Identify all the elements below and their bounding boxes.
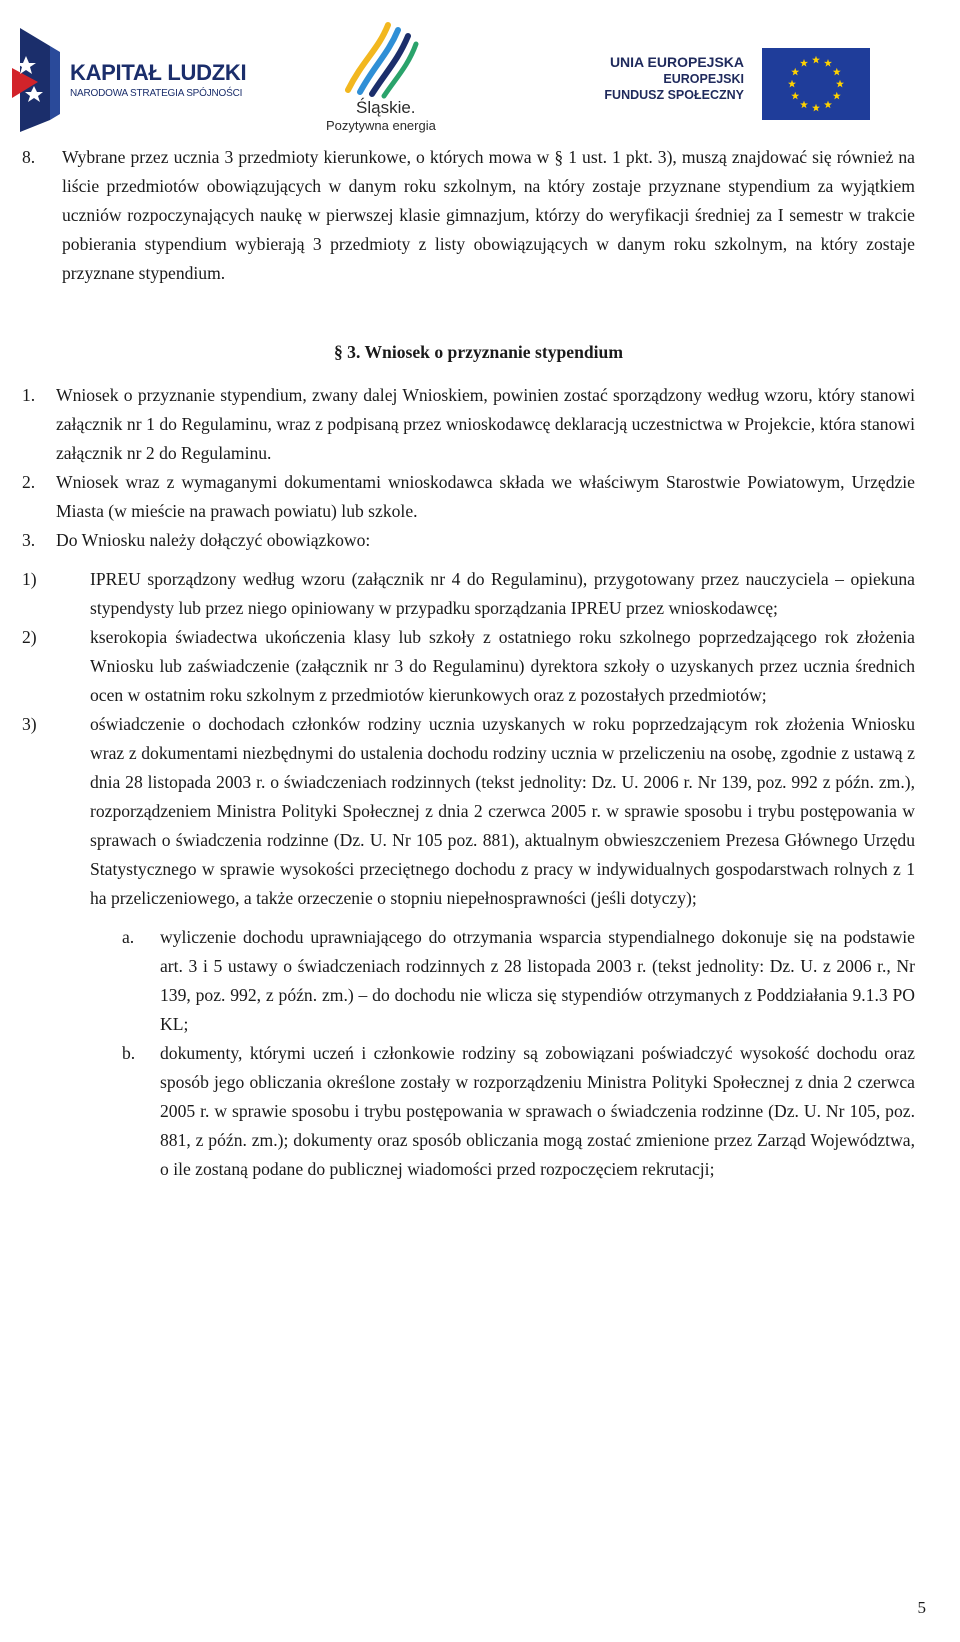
eu-star-icon xyxy=(833,92,841,100)
point-8 xyxy=(22,143,915,288)
eu-star-icon xyxy=(788,80,796,88)
eu-star-icon xyxy=(836,80,844,88)
subitem-number: 1) xyxy=(22,569,37,589)
list-item xyxy=(22,710,915,913)
required-documents-list xyxy=(22,565,915,913)
eu-star-icon xyxy=(824,59,832,67)
slaskie-waves-icon xyxy=(338,20,428,100)
section-heading: § 3. Wniosek o przyznanie stypendium xyxy=(333,342,624,362)
eu-flag-icon xyxy=(762,48,870,120)
subitem-text: oświadczenie o dochodach członków rodziny ucznia uzyskanych w roku poprzedzającym rok złożenia Wniosku wraz z dokumentami niezbędnymi do ustalenia dochodu rodziny ucznia w przeliczeniu na osobę, zgodnie z ustawą z dnia 28 listopada 2003 r. o świadczeniach rodzinnych (tekst jednolity: Dz. U. 2006 r. Nr 139, poz. 992 z późn. zm.), rozporządzeniem Ministra Polityki Społecznej z dnia 2 czerwca 2005 r. w sprawie sposobu i trybu postępowania w sprawach o świadczenia rodzinne (Dz. U. Nr 105 poz. 881), aktualnym obwieszczeniem Prezesa Głównego Urzędu Statystycznego w sprawie wysokości przeciętnego dochodu z pracy w indywidualnych gospodarstwach rolnych z 1 ha przeliczeniowego, a także orzeczenie o stopniu niepełnosprawności (jeśli dotyczy); xyxy=(90,714,915,908)
list-item xyxy=(22,381,915,468)
eu-star-icon xyxy=(812,56,820,64)
item-text: Wniosek wraz z wymaganymi dokumentami wnioskodawca składa we właściwym Starostwie Powiatowym, Urzędzie Miasta (w mieście na prawach powiatu) lub szkole. xyxy=(56,472,915,521)
document-body xyxy=(22,143,915,1184)
slaskie-tagline: Pozytywna energia xyxy=(326,118,436,133)
eu-star-icon xyxy=(791,92,799,100)
item-text: Do Wniosku należy dołączyć obowiązkowo: xyxy=(56,530,371,550)
eu-star-icon xyxy=(800,101,808,109)
subitem-text: IPREU sporządzony według wzoru (załącznik nr 4 do Regulaminu), przygotowany przez nauczyciela – opiekuna stypendysty lub przez niego opiniowany w przypadku sporządzania IPREU przez wnioskodawcę; xyxy=(90,569,915,618)
eu-star-icon xyxy=(824,101,832,109)
eu-fund-line1: EUROPEJSKI xyxy=(663,72,744,86)
eu-name: UNIA EUROPEJSKA xyxy=(609,54,744,70)
kapital-ludzki-title: KAPITAŁ LUDZKI xyxy=(70,60,247,85)
point-8-text: Wybrane przez ucznia 3 przedmioty kierunkowe, o których mowa w § 1 ust. 1 pkt. 3), muszą znajdować się również na liście przedmiotów obowiązujących w danym roku szkolnym, na który zostaje przyznane stypendium za wyjątkiem uczniów rozpoczynających naukę w pierwszej klasie gimnazjum, którzy do weryfikacji średniej za I semestr w trakcie pobierania stypendium wybierają 3 przedmioty z listy obowiązujących w danym roku szkolnym, na który zostaje przyznane stypendium. xyxy=(62,147,915,283)
list-item xyxy=(22,623,915,710)
subitem-number: 3) xyxy=(22,714,37,734)
list-item xyxy=(22,565,915,623)
kapital-ludzki-logo xyxy=(12,28,247,133)
subsubitem-text: wyliczenie dochodu uprawniającego do otrzymania wsparcia stypendialnego dokonuje się na podstawie art. 3 i 5 ustawy o świadczeniach rodzinnych z 28 listopada 2003 r. (tekst jednolity: Dz. U. z 2006 r., Nr 139, poz. 992, z późn. zm.) – do dochodu nie wlicza się stypendiów otrzymanych z Poddziałania 9.1.3 PO KL; xyxy=(160,927,915,1034)
list-item xyxy=(22,526,915,555)
page-header xyxy=(0,0,960,140)
point-8-number: 8. xyxy=(22,147,36,167)
subitem-number: 2) xyxy=(22,627,37,647)
page-number: 5 xyxy=(917,1598,926,1617)
subsubitem-text: dokumenty, którymi uczeń i członkowie rodziny są zobowiązani poświadczyć wysokość dochodu oraz sposób jego obliczania określone zostały w rozporządzeniu Ministra Polityki Społecznej z dnia 2 czerwca 2005 r. w sprawie sposobu i trybu postępowania w sprawach o świadczenia rodzinne (Dz. U. Nr 105, poz. 881, z późn. zm.); dokumenty oraz sposób obliczania mogą zostać zmienione przez Zarząd Województwa, o ile zostaną podane do publicznej wiadomości przed rozpoczęciem rekrutacji; xyxy=(160,1043,915,1179)
eu-star-icon xyxy=(812,104,820,112)
subsubitem-number: a. xyxy=(122,927,135,947)
eu-star-icon xyxy=(800,59,808,67)
subitem-text: kserokopia świadectwa ukończenia klasy lub szkoły z ostatniego roku szkolnego poprzedzającego rok złożenia Wniosku lub zaświadczenie (załącznik nr 3 do Regulaminu) dyrektora szkoły o uzyskanych przez ucznia średnich ocen w ostatnim roku szkolnym z przedmiotów kierunkowych oraz z pozostałych przedmiotów; xyxy=(90,627,915,705)
item-number: 1. xyxy=(22,385,36,405)
eu-stars-icon xyxy=(762,48,870,120)
item-text: Wniosek o przyznanie stypendium, zwany dalej Wnioskiem, powinien zostać sporządzony według wzoru, który stanowi załącznik nr 1 do Regulaminu, wraz z podpisaną przez wnioskodawcę deklaracją uczestnictwa w Projekcie, która stanowi załącznik nr 2 do Regulaminu. xyxy=(56,385,915,463)
list-item xyxy=(22,468,915,526)
eu-logo xyxy=(592,48,892,120)
subsubitem-number: b. xyxy=(122,1043,136,1063)
list-item xyxy=(122,923,915,1039)
slaskie-name: Śląskie. xyxy=(356,98,416,117)
eu-fund-line2: FUNDUSZ SPOŁECZNY xyxy=(604,88,744,102)
slaskie-logo xyxy=(318,20,458,138)
kapital-ludzki-subtitle: NARODOWA STRATEGIA SPÓJNOŚCI xyxy=(70,88,243,99)
eu-star-icon xyxy=(791,68,799,76)
eu-text-block xyxy=(592,54,744,103)
item-number: 3. xyxy=(22,530,36,550)
item-number: 2. xyxy=(22,472,36,492)
kapital-ludzki-emblem-icon xyxy=(12,28,72,133)
list-item xyxy=(122,1039,915,1184)
income-notes-list xyxy=(22,923,915,1184)
eu-star-icon xyxy=(833,68,841,76)
